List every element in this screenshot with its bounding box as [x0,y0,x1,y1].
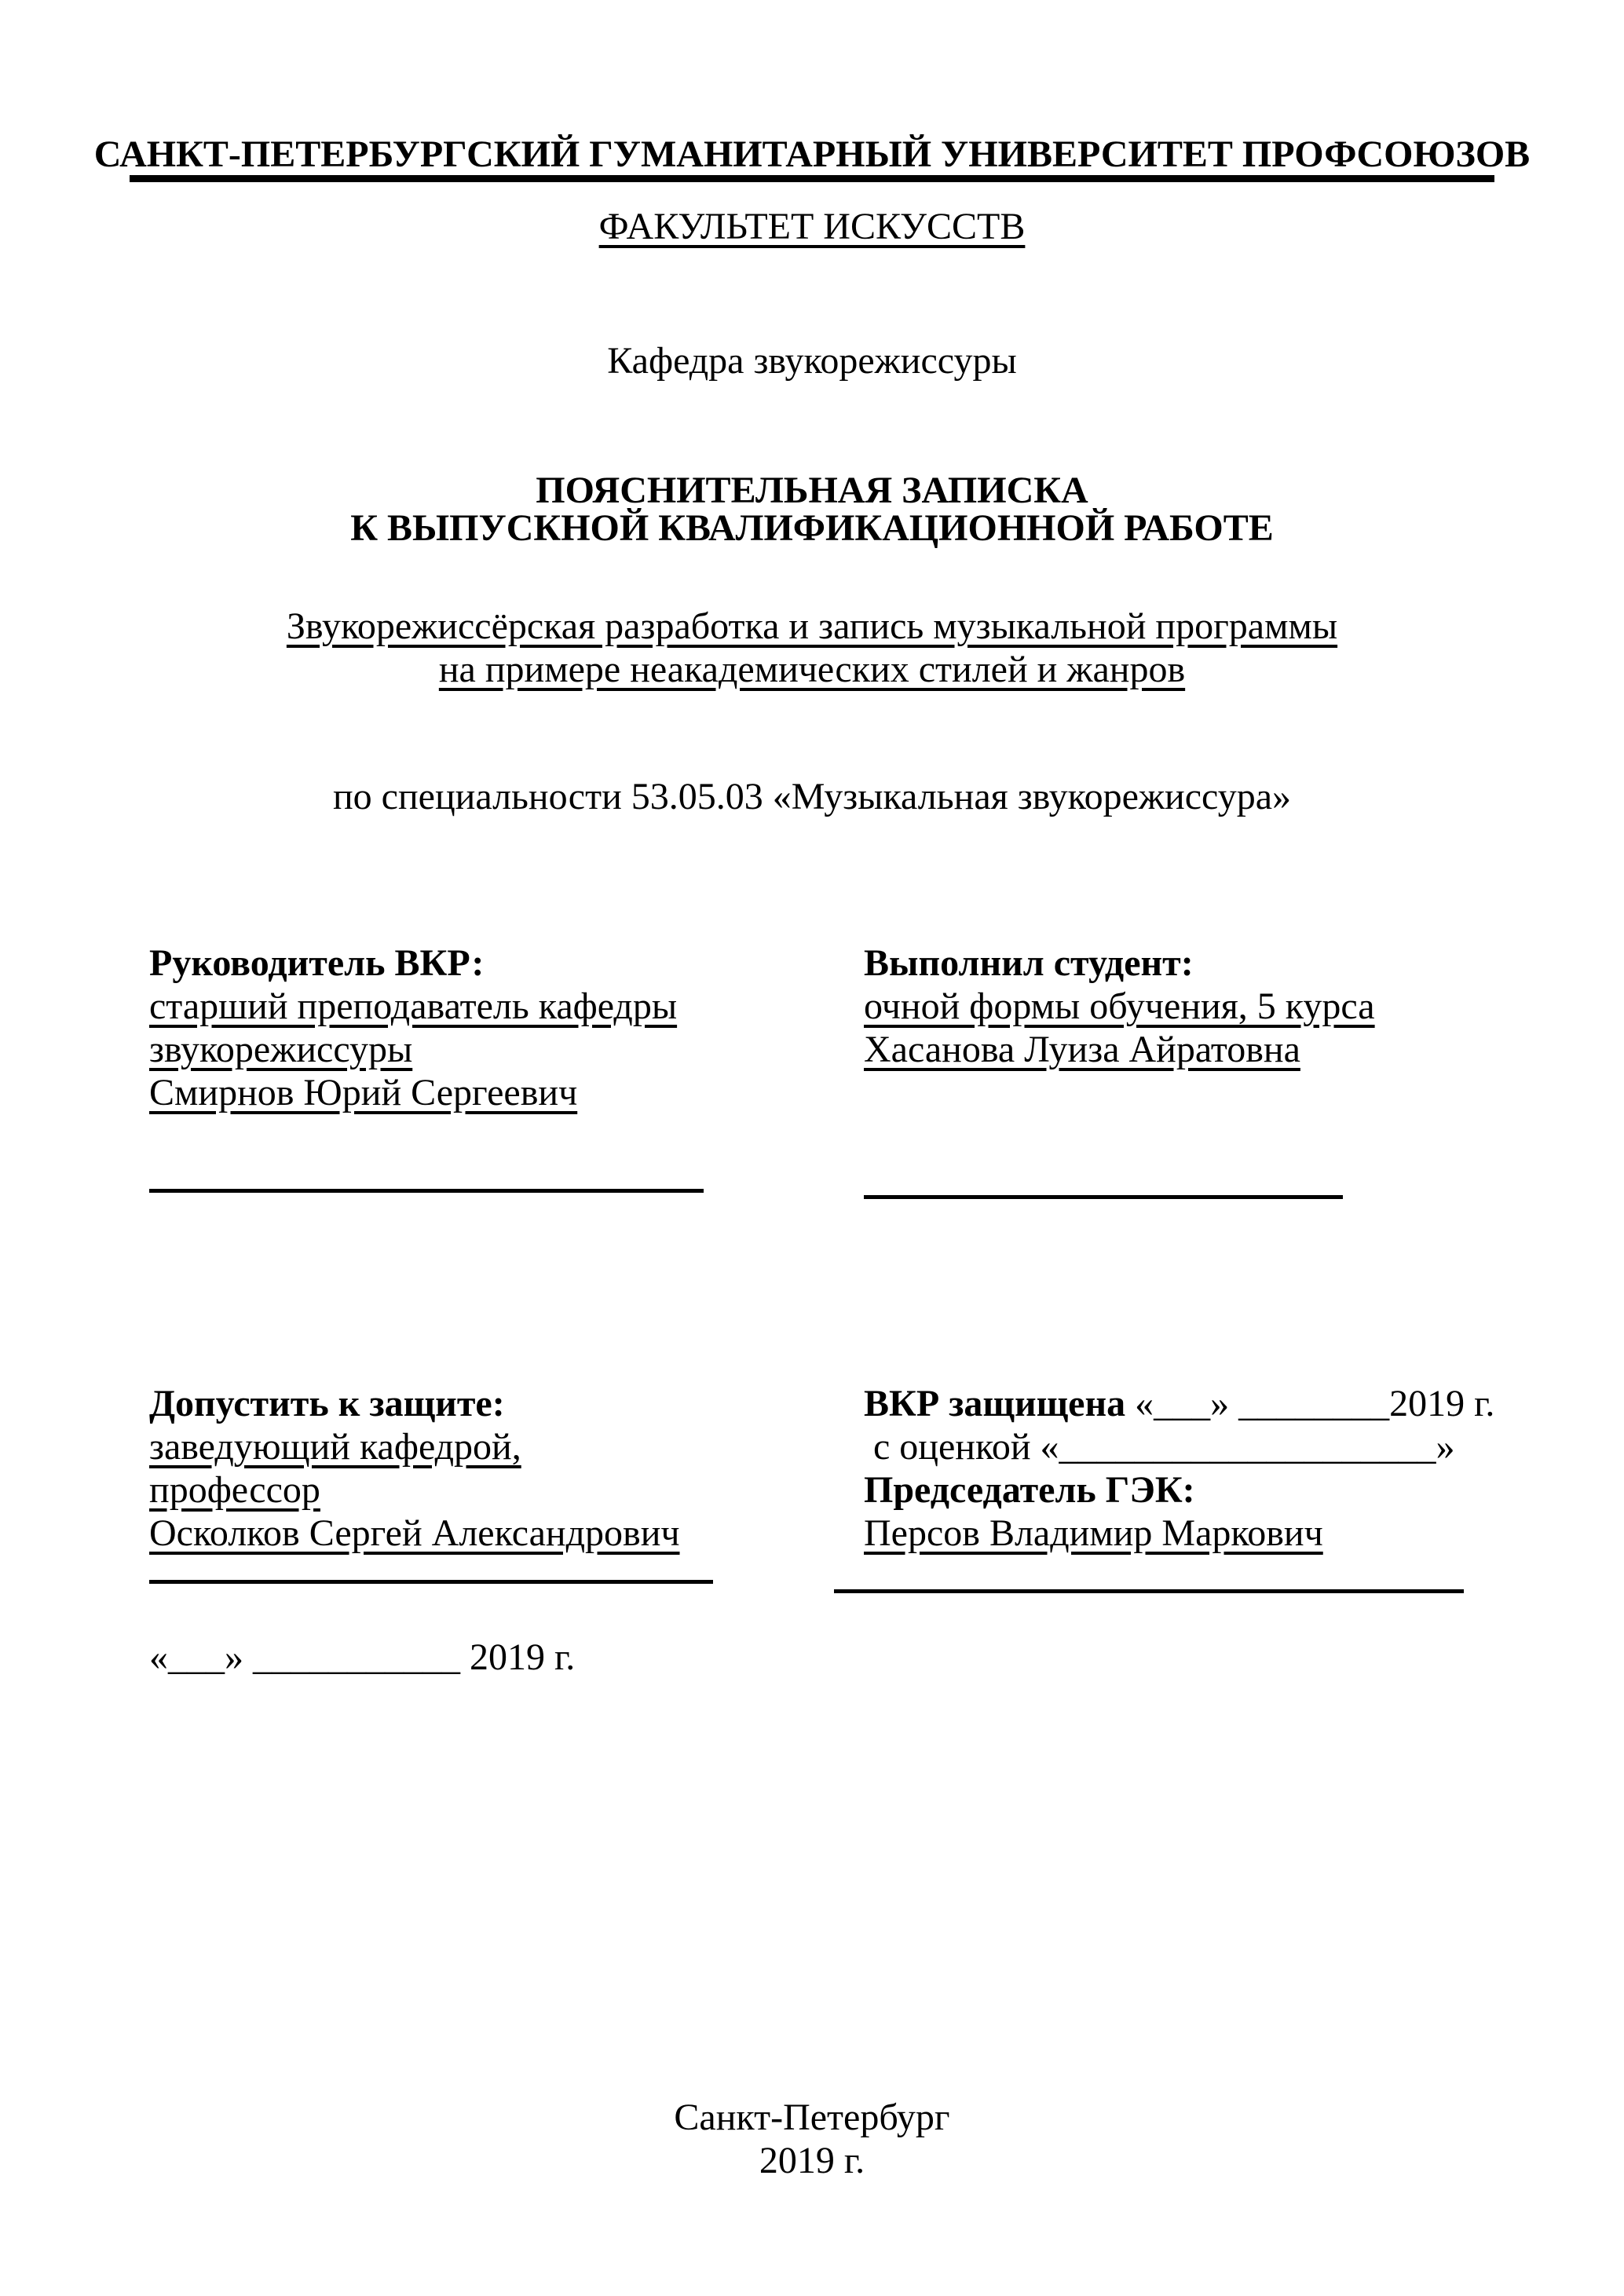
admission-position-line1: заведующий кафедрой, [149,1426,521,1468]
defense-grade-line: с оценкой «____________________» [864,1426,1455,1468]
defense-block [864,1382,1618,1555]
student-info-line: очной формы обучения, 5 курса [864,985,1375,1027]
defense-date-line [864,1382,1618,1425]
header-rule [130,175,1494,182]
supervisor-position-line2: звукорежиссуры [149,1029,413,1070]
footer-city: Санкт-Петербург [674,2097,950,2138]
defense-label: ВКР защищена [864,1383,1126,1424]
chairman-name: Персов Владимир Маркович [864,1512,1323,1554]
chairman-signature-line [834,1589,1464,1593]
supervisor-signature-line [149,1189,704,1193]
student-signature-line [864,1195,1343,1199]
admission-date-line: «___» ___________ 2019 г. [149,1636,576,1678]
student-block [864,941,1571,1071]
topic-line2: на примере неакадемических стилей и жанров [438,649,1186,690]
footer-year: 2019 г. [759,2140,865,2181]
defense-date-blank: «___» ________2019 г. [1125,1383,1495,1424]
university-header: САНКТ-ПЕТЕРБУРГСКИЙ ГУМАНИТАРНЫЙ УНИВЕРСИТЕТ ПРОФСОЮЗОВ [93,133,1531,175]
doc-title-line2: К ВЫПУСКНОЙ КВАЛИФИКАЦИОННОЙ РАБОТЕ [350,507,1274,549]
student-name: Хасанова Луиза Айратовна [864,1029,1300,1070]
supervisor-position-line1: старший преподаватель кафедры [149,985,678,1027]
chairman-label: Председатель ГЭК: [864,1469,1195,1511]
admission-label: Допустить к защите: [149,1383,505,1424]
admission-position-line2: профессор [149,1469,320,1511]
supervisor-block [149,941,840,1114]
student-label: Выполнил студент: [864,942,1194,984]
specialty-line: по специальности 53.05.03 «Музыкальная звукорежиссура» [332,776,1291,817]
supervisor-name: Смирнов Юрий Сергеевич [149,1072,578,1113]
admission-name: Осколков Сергей Александрович [149,1512,680,1554]
faculty-title: ФАКУЛЬТЕТ ИСКУССТВ [598,206,1026,247]
department-line: Кафедра звукорежиссуры [607,340,1017,382]
admission-signature-line [149,1580,713,1584]
admission-block [149,1382,840,1555]
topic-line1: Звукорежиссёрская разработка и запись музыкальной программы [286,605,1338,647]
doc-title-line1: ПОЯСНИТЕЛЬНАЯ ЗАПИСКА [536,470,1088,511]
supervisor-label: Руководитель ВКР: [149,942,485,984]
